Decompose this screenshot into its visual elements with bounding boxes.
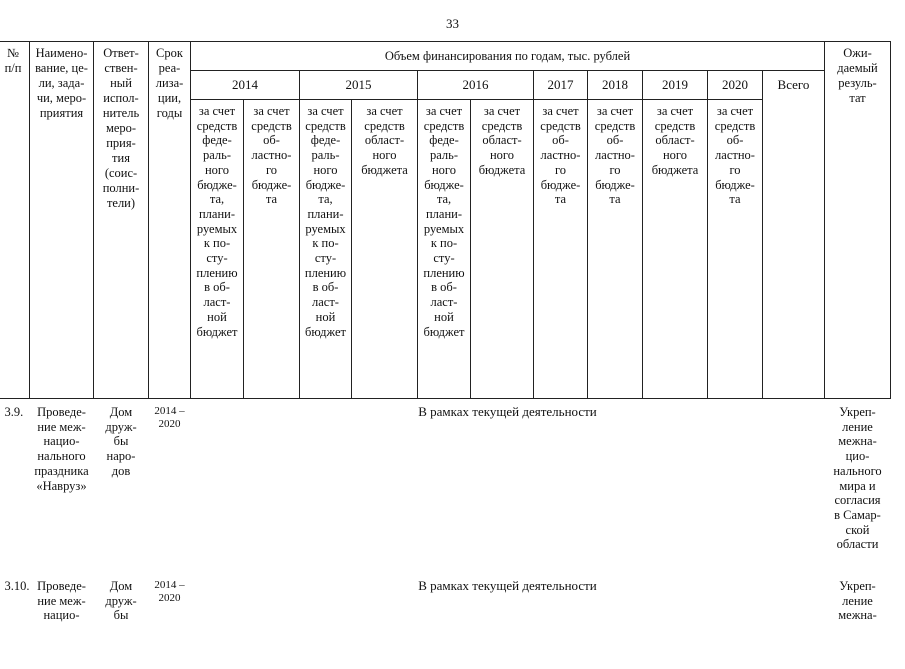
row-result: Укреп- ление межна- цио- нального мира и согласия в Самар- ской области (833, 405, 882, 552)
table-row (0, 573, 891, 669)
year-2019: 2019 (643, 71, 708, 100)
page-number: 33 (446, 16, 459, 31)
row-funding-note: В рамках текущей деятельности (418, 404, 597, 419)
year-2014: 2014 (191, 71, 300, 100)
source-federal-2014: за счет средств феде- раль- ного бюдже- та, плани- руемых к по- сту- плению в об- ласт- ной бюджет (191, 100, 244, 399)
row-term: 2014 – 2020 (154, 405, 185, 430)
header-result: Ожи- даемый резуль- тат (825, 42, 891, 399)
source-regional-2018: за счет средств об- ластно- го бюдже- та (588, 100, 643, 399)
table-header (0, 42, 891, 399)
row-number: 3.10. (4, 579, 30, 593)
row-name: Проведе- ние меж- нацио- (37, 579, 86, 623)
funding-table (0, 41, 891, 669)
source-regional-2015: за счет средств област- ного бюджета (352, 100, 418, 399)
header-name: Наимено- вание, це- ли, зада- чи, меро- приятия (30, 42, 94, 399)
year-2015: 2015 (300, 71, 418, 100)
row-result: Укреп- ление межна- (838, 579, 877, 623)
row-responsible: Дом друж- бы наро- дов (105, 405, 137, 478)
source-federal-2016: за счет средств феде- раль- ного бюдже- та, плани- руемых к по- сту- плению в об- ласт- ной бюджет (418, 100, 471, 399)
row-name: Проведе- ние меж- нацио- нального праздника «Навруз» (34, 405, 89, 493)
row-number: 3.9. (4, 405, 24, 419)
year-2017: 2017 (534, 71, 588, 100)
source-regional-2019: за счет средств област- ного бюджета (643, 100, 708, 399)
source-regional-2017: за счет средств об- ластно- го бюдже- та (534, 100, 588, 399)
year-2020: 2020 (708, 71, 763, 100)
year-2016: 2016 (418, 71, 534, 100)
year-total: Всего (763, 71, 825, 399)
header-funding: Объем финансирования по годам, тыс. рублей (191, 42, 825, 71)
source-regional-2014: за счет средств об- ластно- го бюдже- та (244, 100, 300, 399)
source-regional-2020: за счет средств об- ластно- го бюдже- та (708, 100, 763, 399)
year-2018: 2018 (588, 71, 643, 100)
header-number: № п/п (0, 42, 30, 399)
row-responsible: Дом друж- бы (105, 579, 137, 623)
source-federal-2015: за счет средств феде- раль- ного бюдже- та, плани- руемых к по- сту- плению в об- ласт- ной бюджет (300, 100, 352, 399)
header-term: Срок реа- лиза- ции, годы (149, 42, 191, 399)
source-regional-2016: за счет средств област- ного бюджета (471, 100, 534, 399)
header-responsible: Ответ- ствен- ный испол- нитель меро- прия- тия (соис- полни- тели) (94, 42, 149, 399)
table-row (0, 399, 891, 574)
row-funding-note: В рамках текущей деятельности (418, 578, 597, 593)
row-term: 2014 – 2020 (154, 579, 185, 604)
